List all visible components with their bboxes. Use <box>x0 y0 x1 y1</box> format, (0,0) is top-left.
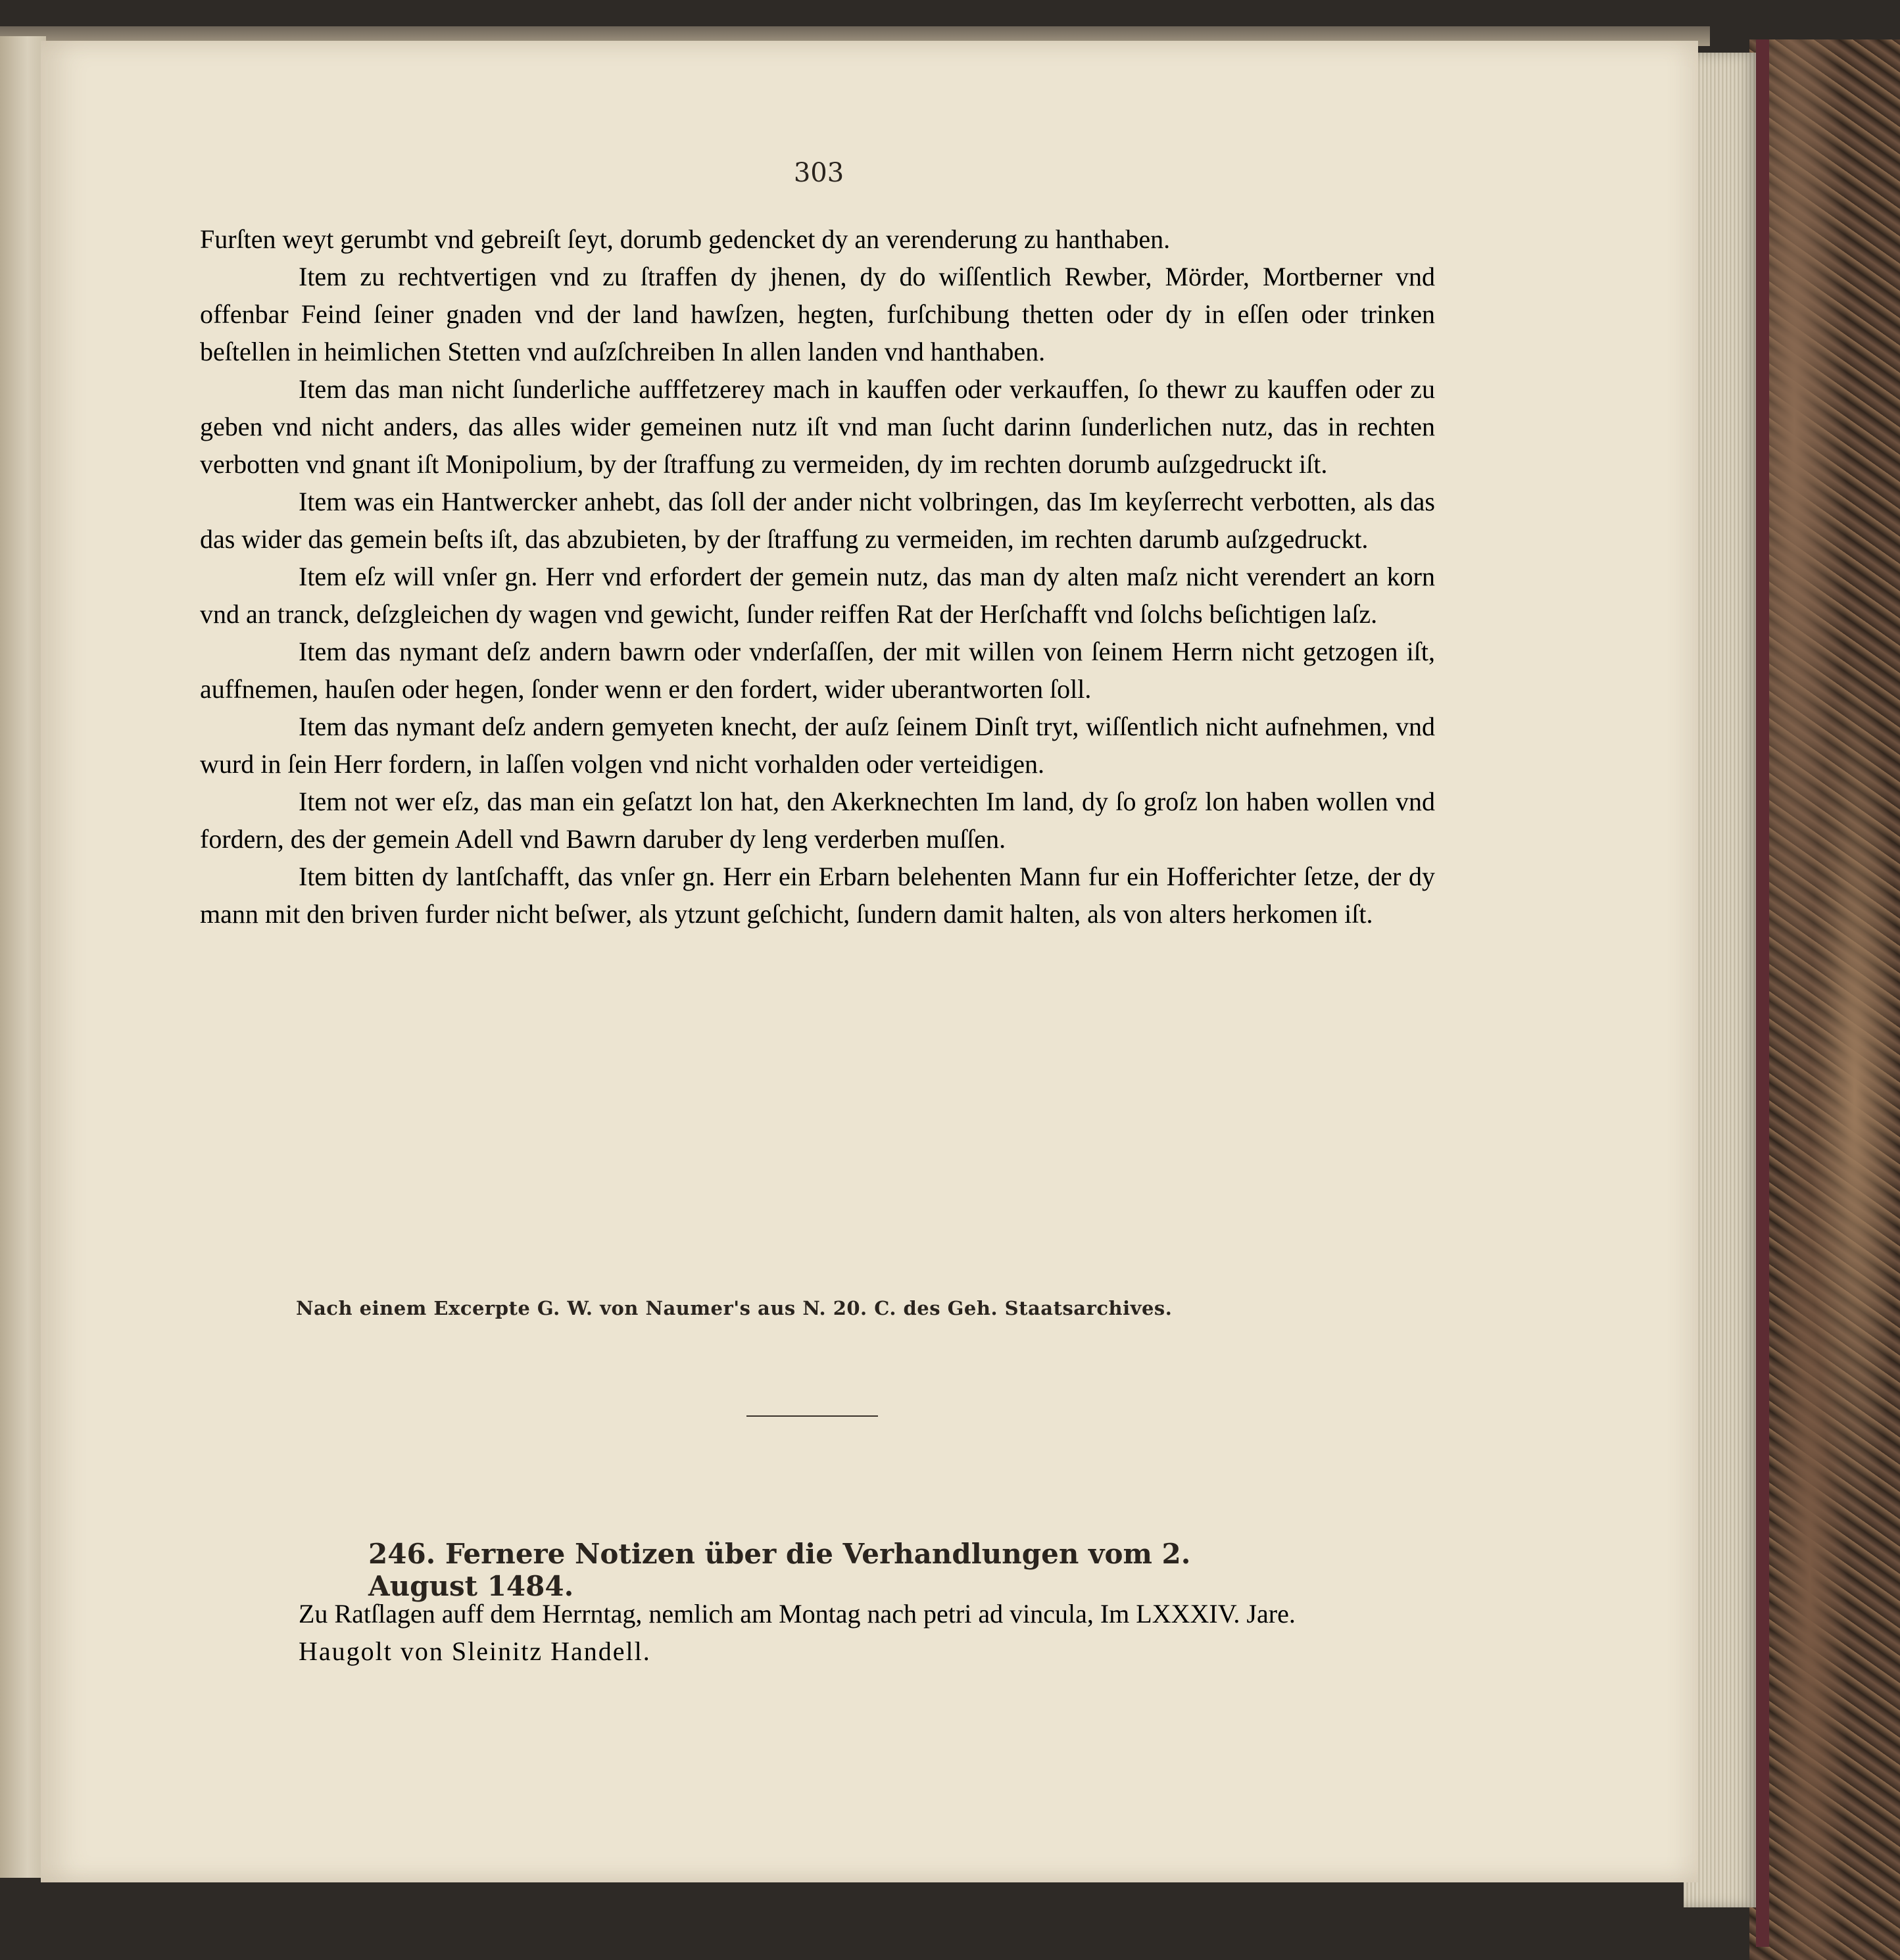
page-number: 303 <box>793 158 844 188</box>
paragraph: Item das nymant deſz andern gemyeten knecht, der auſz ſeinem Dinſt tryt, wiſſentlich nicht aufnehmen, vnd wurd in ſein Herr fordern, in laſſen volgen vnd nicht vorhalden oder verteidigen. <box>200 712 1435 779</box>
paragraph: Item zu rechtvertigen vnd zu ſtraffen dy jhenen, dy do wiſſentlich Rewber, Mörder, Mortberner vnd offenbar Feind ſeiner gnaden vnd der land hawſzen, hegten, furſchibung thetten oder dy in eſſen oder trinken beſtellen in heimlichen Stetten vnd auſzſchreiben In allen landen vnd hanthaben. <box>200 262 1435 366</box>
paragraph: Item not wer eſz, das man ein geſatzt lon hat, den Akerknechten Im land, dy ſo groſz lon haben wollen vnd fordern, des der gemein Adell vnd Bawrn daruber dy leng verderben muſſen. <box>200 787 1435 854</box>
paragraph: Item bitten dy lantſchafft, das vnſer gn. Herr ein Erbarn belehenten Mann fur ein Hofferichter ſetze, der dy mann mit den briven furder nicht beſwer, als ytzunt geſchicht, ſundern damit halten, als von alters herkomen iſt. <box>200 862 1435 929</box>
source-note: Nach einem Excerpte G. W. von Naumer's aus N. 20. C. des Geh. Staatsarchives. <box>296 1297 1173 1319</box>
section-text <box>200 1595 1435 1670</box>
paragraph: Zu Ratſlagen auff dem Herrntag, nemlich am Montag nach petri ad vincula, Im LXXXIV. Jare. <box>299 1599 1296 1629</box>
left-page-edge <box>0 36 46 1878</box>
paragraph: Item eſz will vnſer gn. Herr vnd erfordert der gemein nutz, das man dy alten maſz nicht verendert an korn vnd an tranck, deſzgleichen dy wagen vnd gewicht, ſunder reiffen Rat der Herſchafft vnd ſolchs beſichtigen laſz. <box>200 562 1435 629</box>
paragraph: Item das man nicht ſunderliche aufffetzerey mach in kauffen oder verkauffen, ſo thewr zu kauffen oder zu geben vnd nicht anders, das alles wider gemeinen nutz iſt vnd man ſucht darinn ſunderlichen nutz, das in rechten verbotten vnd gnant iſt Monipolium, by der ſtraffung zu vermeiden, dy im rechten dorumb auſzgedruckt iſt. <box>200 374 1435 479</box>
section-divider <box>746 1415 878 1417</box>
paragraph: Item was ein Hantwercker anhebt, das ſoll der ander nicht volbringen, das Im keyſerrecht verbotten, als das das wider das gemein beſts iſt, das abzubieten, by der ſtraffung zu vermeiden, im rechten darumb auſzgedruckt. <box>200 487 1435 554</box>
book-cover-spine <box>1756 39 1769 1947</box>
paragraph: Haugolt von Sleinitz Handell. <box>299 1636 651 1666</box>
paragraph: Furſten weyt gerumbt vnd gebreiſt ſeyt, dorumb gedencket dy an verenderung zu hanthaben. <box>200 224 1171 254</box>
body-text <box>200 220 1435 933</box>
paragraph: Item das nymant deſz andern bawrn oder vnderſaſſen, der mit willen von ſeinem Herrn nicht getzogen iſt, auffnemen, hauſen oder hegen, ſonder wenn er den fordert, wider uberantworten ſoll. <box>200 637 1435 704</box>
section-heading: 246. Fernere Notizen über die Verhandlungen vom 2. August 1484. <box>368 1538 1191 1602</box>
book-cover-marbled <box>1749 39 1900 1960</box>
